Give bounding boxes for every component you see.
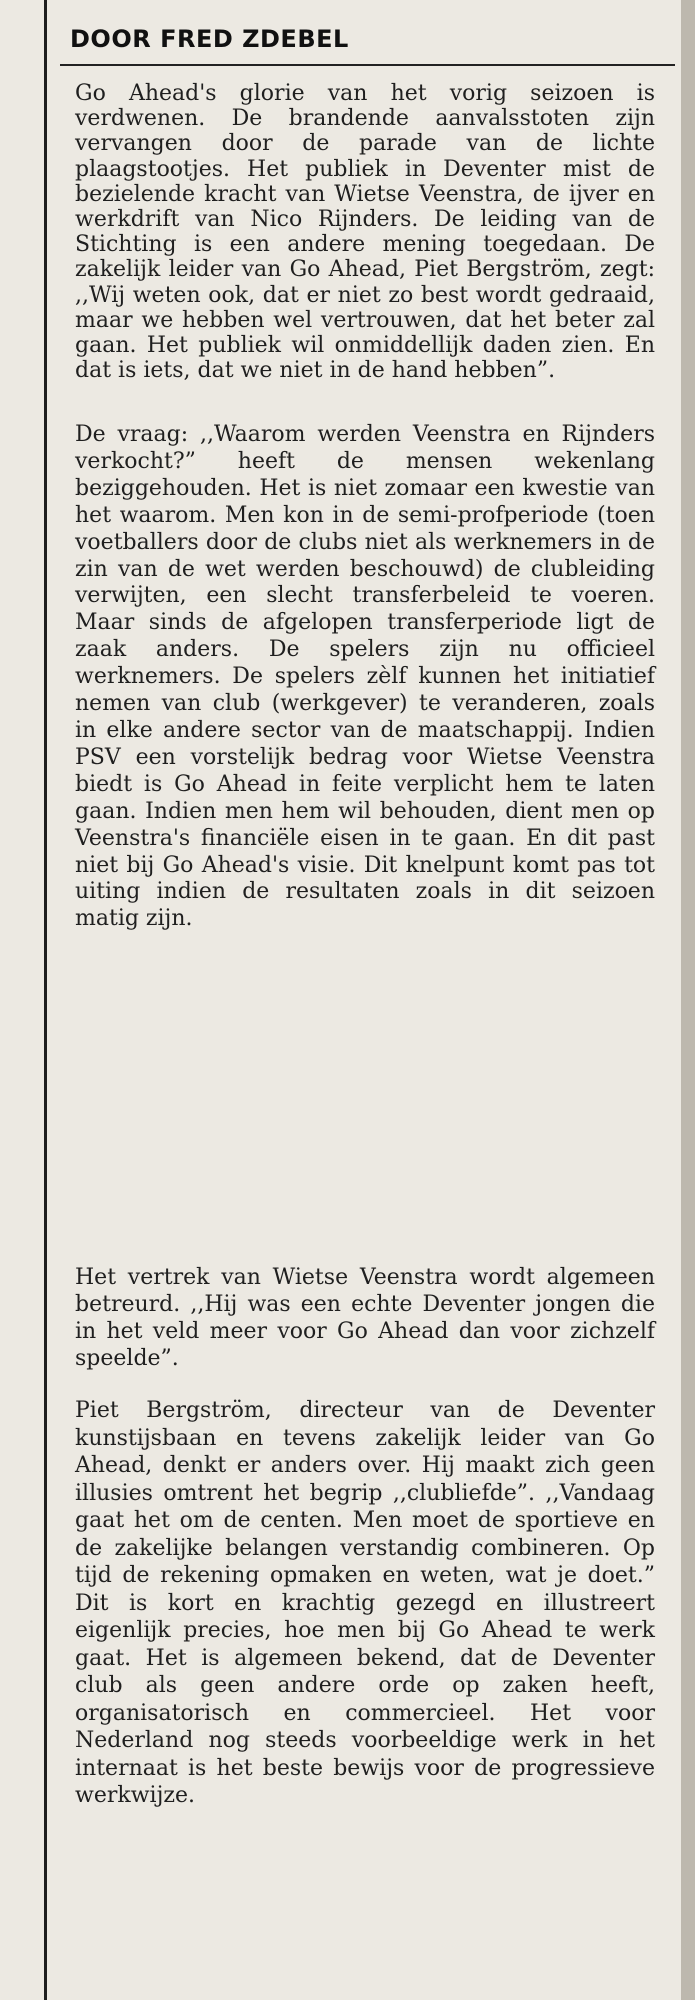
adjacent-column-edge: [681, 0, 695, 2000]
article-paragraph-2: De vraag: ,,Waarom werden Veenstra en Rijnders verkocht?” heeft de mensen wekenlang beziggehouden. Het is niet zomaar een kwestie van het waarom. Men kon in de semi-profperiode (toen voetballers door de clubs niet als werknemers in de zin van de wet werden beschouwd) de clubleiding verwijten, een slecht transferbeleid te voeren. Maar sinds de afgelopen transferperiode ligt de zaak anders. De spelers zijn nu officieel werknemers. De spelers zèlf kunnen het initiatief nemen van club (werkgever) te veranderen, zoals in elke andere sector van de maatschappij. Indien PSV een vorstelijk bedrag voor Wietse Veenstra biedt is Go Ahead in feite verplicht hem te laten gaan. Indien men hem wil behouden, dient men op Veenstra's financiële eisen in te gaan. En dit past niet bij Go Ahead's visie. Dit knelpunt komt pas tot uiting indien de resultaten zoals in dit seizoen matig zijn.: [75, 422, 655, 932]
byline: DOOR FRED ZDEBEL: [70, 25, 349, 53]
article-paragraph-4: Piet Bergström, directeur van de Deventer kunstijsbaan en tevens zakelijk leider van Go Ahead, denkt er anders over. Hij maakt zich geen illusies omtrent het begrip ,,clubliefde”. ,,Vandaag gaat het om de centen. Men moet de sportieve en de zakelijke belangen verstandig combineren. Op tijd de rekening opmaken en weten, wat je doet.” Dit is kort en krachtig gezegd en illustreert eigenlijk precies, hoe men bij Go Ahead te werk gaat. Het is algemeen bekend, dat de Deventer club als geen andere orde op zaken heeft, organisatorisch en commercieel. Het voor Nederland nog steeds voorbeeldige werk in het internaat is het beste bewijs voor de progressieve werkwijze.: [75, 1398, 655, 1808]
article-paragraph-3: Het vertrek van Wietse Veenstra wordt algemeen betreurd. ,,Hij was een echte Deventer jongen die in het veld meer voor Go Ahead dan voor zichzelf speelde”.: [75, 1265, 655, 1372]
byline-header: [60, 18, 675, 66]
column-rule: [44, 0, 47, 2000]
article-paragraph-1: Go Ahead's glorie van het vorig seizoen is verdwenen. De brandende aanvalsstoten zijn vervangen door de parade van de lichte plaagstootjes. Het publiek in Deventer mist de bezielende kracht van Wietse Veenstra, de ijver en werkdrift van Nico Rijnders. De leiding van de Stichting is een andere mening toegedaan. De zakelijk leider van Go Ahead, Piet Bergström, zegt: ,,Wij weten ook, dat er niet zo best wordt gedraaid, maar we hebben wel vertrouwen, dat het beter zal gaan. Het publiek wil onmiddellijk daden zien. En dat is iets, dat we niet in de hand hebben”.: [75, 81, 655, 384]
